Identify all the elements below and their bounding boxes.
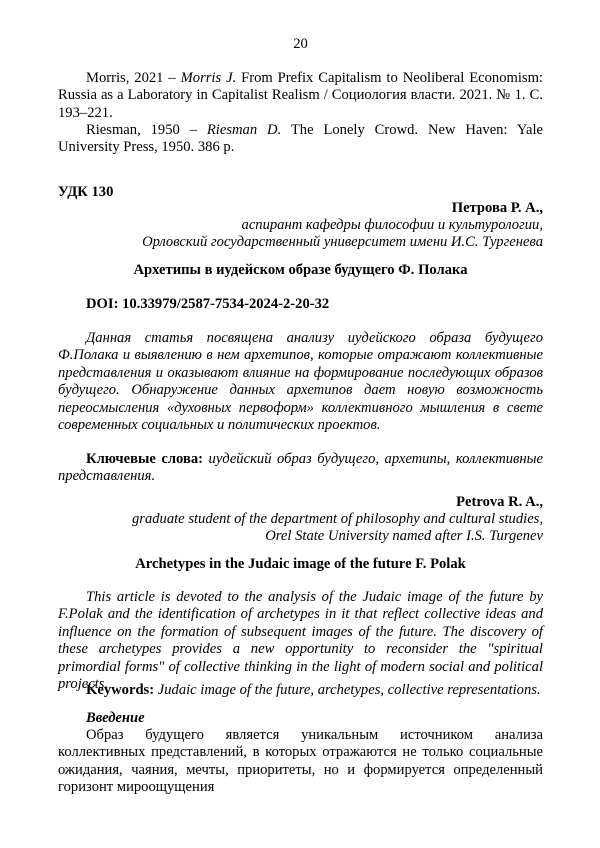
udk-code: УДК 130	[58, 184, 114, 200]
reference-author: Riesman D.	[206, 122, 282, 138]
en-keywords	[58, 682, 543, 699]
en-abstract: This article is devoted to the analysis of the Judaic image of the future by F.Polak and the identification of archetypes in it that reflect collective ideas and influence on the formation of subsequent images of the future. The discovery of these archetypes provides a new opportunity to reconsider the "spiritual primordial forms" of collective thinking in the light of modern social and political projects.	[58, 589, 543, 693]
en-affiliation-2: Orel State University named after I.S. Turgenev	[265, 528, 543, 544]
en-affiliation-1: graduate student of the department of philosophy and cultural studies,	[131, 511, 543, 527]
ru-article-title: Архетипы в иудейском образе будущего Ф. Полака	[133, 262, 468, 278]
doi: DOI: 10.33979/2587-7534-2024-2-20-32	[86, 296, 330, 312]
ru-abstract: Данная статья посвящена анализу иудейского образа будущего Ф.Полака и выявлению в нем архетипов, которые отражают коллективные представления и оказывают влияние на формирование последующих образов будущего. Обнаружение данных архетипов дает новую возможность переосмысления «духовных первоформ» коллективного мышления в свете современных социальных и политических проектов.	[58, 330, 543, 434]
reference-prefix: Morris, 2021 –	[86, 70, 181, 86]
en-article-title: Archetypes in the Judaic image of the future F. Polak	[135, 556, 466, 572]
ru-keywords-label: Ключевые слова:	[86, 451, 203, 467]
reference-rest: From Prefix Capitalism to Neoliberal Economism: Russia as a Laboratory in Capitalist Realism / Социология власти. 2021. № 1. С. 193–221.	[58, 70, 543, 121]
ru-affiliation-2: Орловский государственный университет имени И.С. Тургенева	[142, 234, 543, 250]
ru-author: Петрова Р. А.,	[451, 200, 543, 216]
en-author: Petrova R. A.,	[456, 494, 543, 510]
intro-text: Образ будущего является уникальным источником анализа коллективных представлений, в которых отражаются не только социальные ожидания, чаяния, мечты, приоритеты, но и формируется определенный горизонт мироощущения	[58, 727, 543, 796]
reference-morris	[58, 70, 543, 122]
ru-keywords	[58, 451, 543, 486]
reference-author: Morris J.	[180, 70, 237, 86]
reference-riesman	[58, 122, 543, 157]
page-number: 20	[293, 36, 308, 52]
intro-heading: Введение	[86, 710, 145, 726]
en-keywords-text: Judaic image of the future, archetypes, collective representations.	[154, 682, 541, 698]
en-keywords-label: Keywords:	[86, 682, 155, 698]
ru-affiliation-1: аспирант кафедры философии и культурологии,	[241, 217, 543, 233]
reference-rest: The Lonely Crowd. New Haven: Yale University Press, 1950. 386 p.	[58, 122, 543, 156]
ru-keywords-text: иудейский образ будущего, архетипы, коллективные представления.	[58, 451, 543, 485]
reference-prefix: Riesman, 1950 –	[86, 122, 207, 138]
